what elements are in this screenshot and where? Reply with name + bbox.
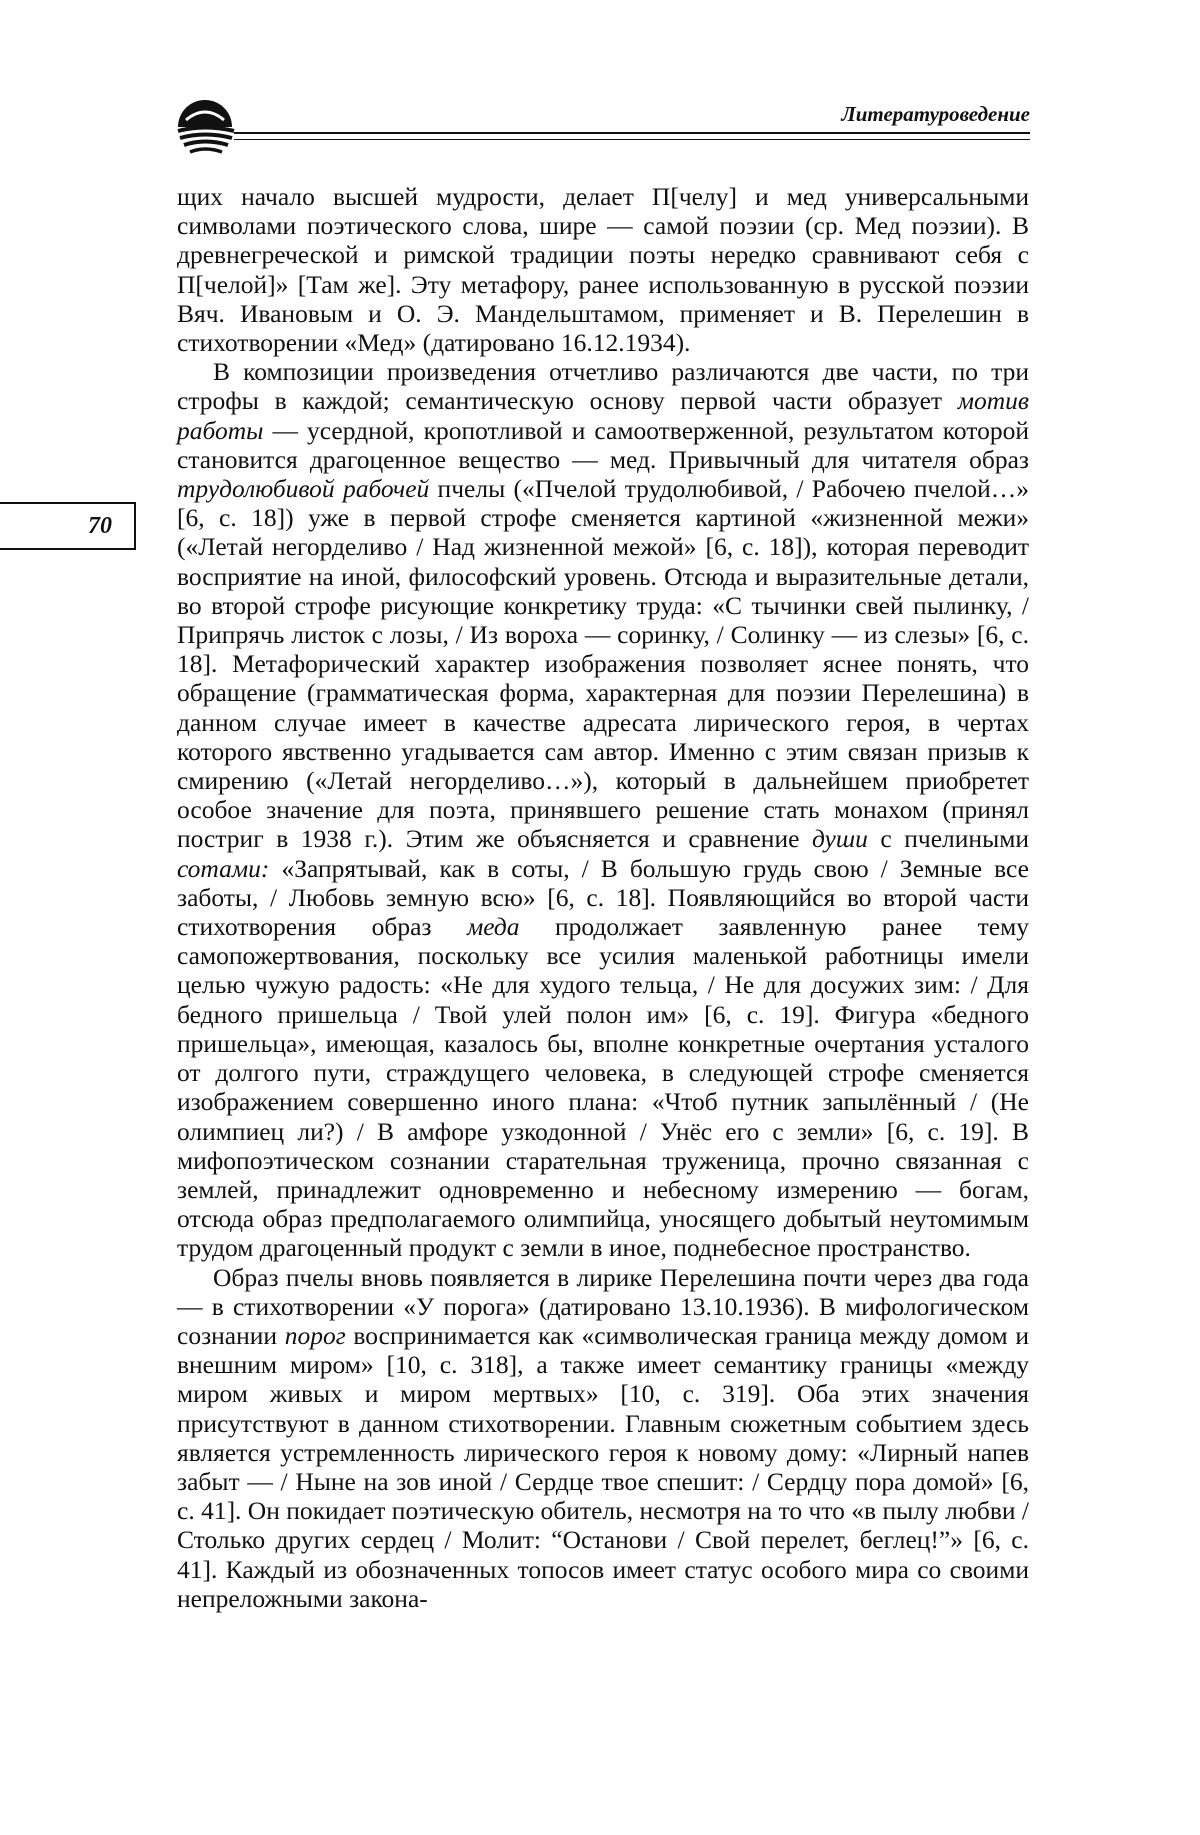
page-number: 70 [0,502,136,550]
italic-term: сотами: [177,853,270,883]
running-header [172,96,1030,148]
paragraph [177,182,1029,357]
text-run: с пчелиными [867,824,1029,854]
text-run: щих начало высшей мудрости, делает П[челу] и мед универсальными символами поэтического слова, шире — самой поэзии (ср. Мед поэзии). В древнегреческой и римской традиции поэты нередко сравнивают себя с П[челой]» [Там же]. Эту метафору, ранее использованную в русской поэзии Вяч. Ивановым и О. Э. Мандельштамом, применяет и В. Перелешин в стихотворении «Мед» (датировано 16.12.1934). [177,182,1029,358]
header-rule-thick [234,132,1030,134]
text-run: пчелы («Пчелой трудолюбивой, / Рабочею пчелой…» [6, с. 18]) уже в первой строфе сменяется картиной «жизненной межи» («Летай негорделиво / Над жизненной межой» [6, с. 18]), которая переводит восприятие на иной, философский уровень. Отсюда и выразительные детали, во второй строфе рисующие конкретику труда: «С тычинки свей пылинку, / Припрячь листок с лозы, / Из вороха — соринку, / Солинку — из слезы» [6, с. 18]. Метафорический характер изображения позволяет яснее понять, что обращение (грамматическая форма, характерная для поэзии Перелешина) в данном случае имеет в качестве адресата лирического героя, в чертах которого явственно угадывается сам автор. Именно с этим связан призыв к смирению («Летай негорделиво…»), который в дальнейшем приобретет особое значение для поэта, принявшего решение стать монахом (принял постриг в 1938 г.). Этим же объясняется и сравнение [177,474,1029,854]
paragraph [177,1263,1029,1613]
italic-term: души [811,824,868,854]
text-run: «Запрятывай, как в соты, / В большую грудь свою / Земные все заботы, / Любовь земную всю» [6, с. 18]. Появляющийся во второй части стихотворения образ [177,853,1029,942]
text-run: Образ пчелы вновь появляется в лирике Перелешина почти через два года — в стихотворении «У порога» (датировано 13.10.1936). В мифологическом сознании [177,1262,1029,1350]
text-run: воспринимается как «символическая граница между домом и внешним миром» [10, с. 318], а также имеет семантику границы «между миром живых и миром мертвых» [10, с. 319]. Оба этих значения присутствуют в данном стихотворении. Главным сюжетным событием здесь является устремленность лирического героя к новому дому: «Лирный напев забыт — / Ныне на зов иной / Сердце твое спешит: / Сердцу пора домой» [6, с. 41]. Он покидает поэтическую обитель, несмотря на то что «в пылу любви / Столько других сердец / Молит: “Останови / Свой перелет, беглец!”» [6, с. 41]. Каждый из обозначенных топосов имеет статус особого мира со своими непреложными закона- [177,1320,1029,1613]
header-rule-thin [234,139,1030,140]
italic-term: порог [284,1320,346,1350]
italic-term: трудолюбивой рабочей [177,474,430,504]
text-run: продолжает заявленную ранее тему самопожертвования, поскольку все усилия маленькой работницы имели целью чужую радость: «Не для худого тельца, / Не для досужих зим: / Для бедного пришельца / Твой улей полон им» [6, с. 19]. Фигура «бедного пришельца», имеющая, казалось бы, вполне конкретные очертания усталого от долгого пути, страждущего человека, в следующей строфе сменяется изображением совершенно иного плана: «Чтоб путник запылённый / (Не олимпиец ли?) / В амфоре узкодонной / Унёс его с земли» [6, с. 19]. В мифопоэтическом сознании старательная труженица, прочно связанная с землей, принадлежит одновременно и небесному измерению — богам, отсюда образ предполагаемого олимпийца, уносящего добытый неутомимым трудом драгоценный продукт с земли в иное, поднебесное пространство. [177,912,1029,1263]
journal-logo-icon [172,96,238,162]
text-run: — усердной, кропотливой и самоотверженной, результатом которой становится драгоценное вещество — мед. Привычный для читателя образ [177,415,1029,474]
paragraph [177,357,1029,1262]
italic-term: меда [466,912,520,942]
article-body [177,182,1029,1613]
italic-term: мотив работы [177,386,1029,445]
section-title: Литературоведение [841,102,1030,126]
text-run: В композиции произведения отчетливо различаются две части, по три строфы в каждой; семантическую основу первой части образует [177,357,1029,416]
